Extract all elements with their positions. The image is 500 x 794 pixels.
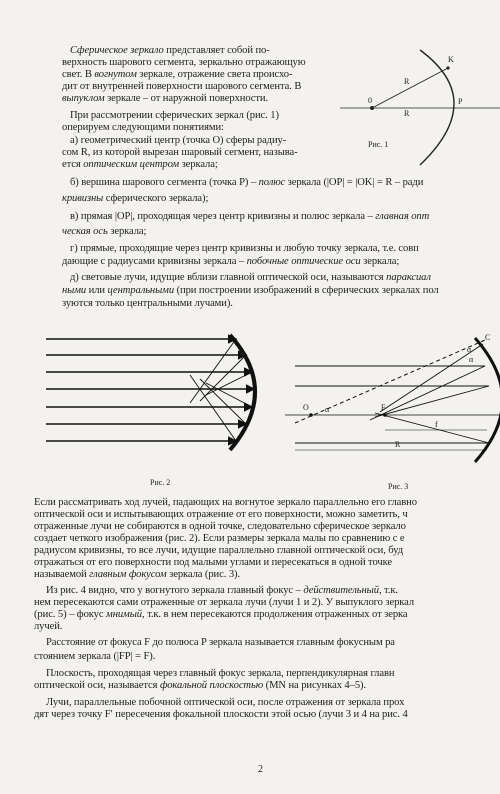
item-v-line2: ческая ось зеркала; xyxy=(62,226,147,237)
fig3-label-alpha3: α xyxy=(325,405,330,414)
fig1-label-R2: R xyxy=(404,109,410,118)
item-b-line2: кривизны сферического зеркала); xyxy=(62,193,209,204)
item-a-line3: ется оптическим центром зеркала; xyxy=(62,159,218,170)
item-d-line1: д) световые лучи, идущие вблизи главной оптической оси, называются параксиал xyxy=(70,272,431,283)
para7-line1: Лучи, параллельные побочной оптической оси, после отражения от зеркала прох xyxy=(46,697,405,708)
para6-line2: оптической оси, называется фокальной плоскостью (MN на рисунках 4–5). xyxy=(34,680,367,691)
para3-line7: называемой главным фокусом зеркала (рис. 3). xyxy=(34,569,240,580)
item-b-line1: б) вершина шарового сегмента (точка P) – полюс зеркала (|OP| = |OK| = R – ради xyxy=(70,177,424,188)
fig1-label-P: P xyxy=(458,97,463,106)
para3-line5: радиусом кривизны, то все лучи, идущие параллельно главной оптической оси, буд xyxy=(34,545,403,556)
item-d-line3: зуются только центральными лучами). xyxy=(62,298,233,309)
para2-line1: При рассмотрении сферических зеркал (рис. 1) xyxy=(70,110,279,121)
para3-line6: отражаться от его поверхности под малыми углами и пересекаться в одной точке xyxy=(34,557,392,568)
para4-line3: (рис. 5) – фокус мнимый, т.к. в нем пересекаются продолжения отраженных от зерка xyxy=(34,609,408,620)
item-a-line2: сом R, из которой вырезан шаровый сегмент, называ- xyxy=(62,147,298,158)
page-number: 2 xyxy=(258,764,263,775)
para3-line2: оптической оси и испытывающих отражение от его поверхности, можно заметить, ч xyxy=(34,509,408,520)
fig3-label-f: f xyxy=(435,420,438,429)
figure-1 xyxy=(330,40,500,170)
para4-line2: нем пересекаются сами отраженные от зеркала лучи (лучи 1 и 2). У выпуклого зеркал xyxy=(34,597,415,608)
para7-line2: дят через точку F′ пересечения фокальной плоскости этой осью (лучи 3 и 4 на рис. 4 xyxy=(34,709,408,720)
para1-line3: свет. В вогнутом зеркале, отражение света происхо- xyxy=(62,69,293,80)
item-d-line2: ными или центральными (при построении изображений в сферических зеркалах пол xyxy=(62,285,439,296)
para3-line1: Если рассматривать ход лучей, падающих на вогнутое зеркало параллельно его главно xyxy=(34,497,417,508)
fig3-label-O: O xyxy=(303,403,309,412)
para5-line1: Расстояние от фокуса F до полюса P зеркала называется главным фокусным ра xyxy=(46,637,395,648)
fig3-caption: Рис. 3 xyxy=(388,482,409,491)
fig3-label-alpha2: α xyxy=(469,355,474,364)
item-g-line1: г) прямые, проходящие через центр кривизны и любую точку зеркала, т.е. совп xyxy=(70,243,419,254)
figure-3 xyxy=(285,330,500,470)
para1-line5: выпуклом зеркале – от наружной поверхности. xyxy=(62,93,269,104)
fig3-label-C: C xyxy=(485,333,491,342)
item-v-line1: в) прямая |OP|, проходящая через центр кривизны и полюс зеркала – главная опт xyxy=(70,211,430,222)
para3-line3: отраженные лучи не собираются в одной точке, следовательно сферическое зеркало xyxy=(34,521,406,532)
fig1-label-R1: R xyxy=(404,77,410,86)
fig3-label-alpha1: α xyxy=(467,345,472,354)
fig2-caption: Рис. 2 xyxy=(150,478,171,487)
figure-2 xyxy=(40,325,280,465)
para4-line1: Из рис. 4 видно, что у вогнутого зеркала главный фокус – действительный, т.к. xyxy=(46,585,398,596)
item-a-line1: а) геометрический центр (точка O) сферы радиу- xyxy=(70,135,287,146)
para1-line2: верхность шарового сегмента, зеркально отражающую xyxy=(62,57,306,68)
para3-line4: создает четкого изображения (рис. 2). Если размеры зеркала малы по сравнению с е xyxy=(34,533,405,544)
item-g-line2: дающие с радиусами кривизны зеркала – побочные оптические оси зеркала; xyxy=(62,256,400,267)
para6-line1: Плоскость, проходящая через главный фокус зеркала, перпендикулярная главн xyxy=(46,668,395,679)
fig1-caption: Рис. 1 xyxy=(368,140,389,149)
fig3-label-R: R xyxy=(395,440,401,449)
fig1-label-K: K xyxy=(448,55,454,64)
para1-line1: Сферическое зеркало представляет собой по- xyxy=(70,45,270,56)
fig1-label-O: 0 xyxy=(368,96,372,105)
para4-line4: лучей. xyxy=(34,621,63,632)
para1-line4: дит от внутренней поверхности шарового сегмента. В xyxy=(62,81,302,92)
fig3-label-F: F xyxy=(381,403,386,412)
para5-line2: стоянием зеркала (|FP| = F). xyxy=(34,651,156,662)
para2-line2: оперируем следующими понятиями: xyxy=(62,122,224,133)
